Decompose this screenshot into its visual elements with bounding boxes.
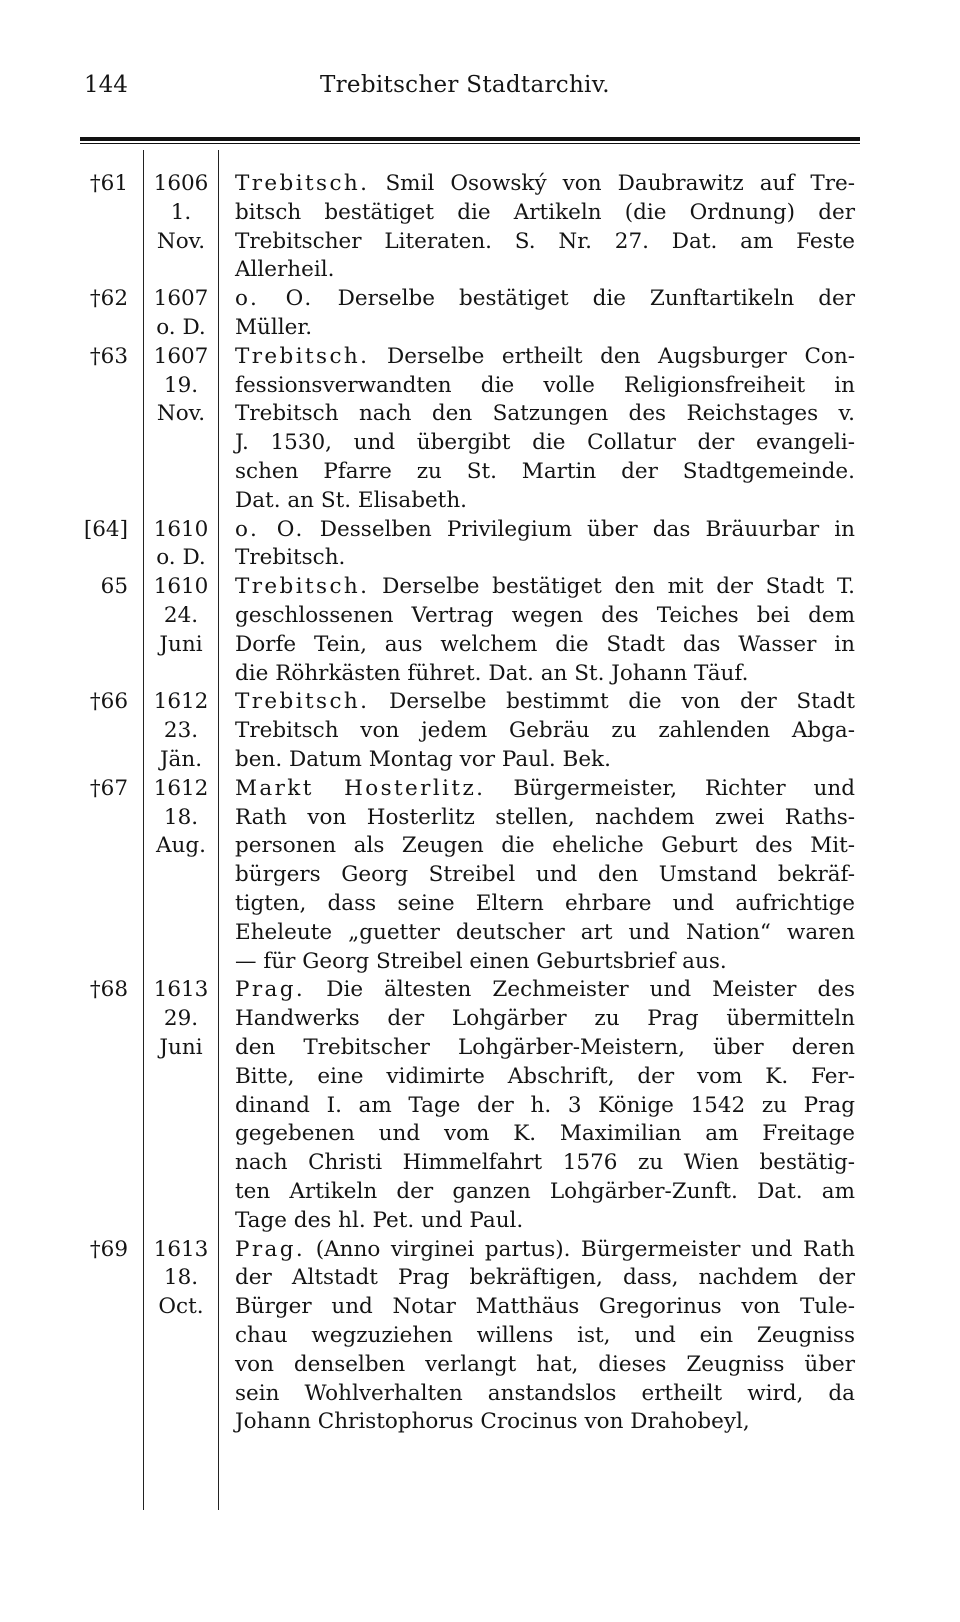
entry-date [146,170,216,256]
column-divider-number-date [143,150,144,1510]
entry-text-line: dinand I. am Tage der h. 3 Könige 1542 zu Prag [235,1092,855,1118]
entry-number: †62 [89,286,128,312]
entry-text-first-line: Derselbe ertheilt den Augsburger Con- [386,343,855,369]
entry-text-line: Johann Christophorus Crocinus von Drahobeyl, [235,1409,750,1435]
entry-date-part: Oct. [158,1294,204,1320]
entry-text [235,516,855,574]
entry-text-line: Bürger und Notar Matthäus Gregorinus von Tule- [235,1294,855,1320]
entry-place: Trebitsch. [235,574,370,600]
entry-date [146,285,216,343]
entry-date-part: 1607 [153,343,209,369]
entry-text-line: bitsch bestätiget die Artikeln (die Ordnung) der [235,199,855,225]
entry-text-line: der Altstadt Prag bekräftigen, dass, nachdem der [235,1265,855,1291]
entry-text-line: den Trebitscher Lohgärber-Meistern, über deren [235,1034,855,1060]
entry-text-first-line: Derselbe bestätiget die Zunftartikeln der [337,286,856,312]
entry-number: †67 [89,775,128,801]
entry-text-line: Rath von Hosterlitz stellen, nachdem zwei Raths- [235,804,855,830]
entry-text-line: die Röhrkästen führet. Dat. an St. Johann Täuf. [235,660,749,686]
entry-date-part: Nov. [156,228,206,254]
entry-place: Trebitsch. [235,171,370,196]
entry-place: Trebitsch. [235,689,370,715]
entry-text-line: fessionsverwandten die volle Religionsfreiheit in [235,372,855,398]
entry-place: o. O. [235,516,305,542]
entry-number: †61 [89,171,128,196]
entry-date [146,1236,216,1322]
page-number: 144 [84,72,128,98]
entry-date [146,516,216,574]
entry-date-part: 29. [163,1006,199,1032]
entry-text-first-line: Bürgermeister, Richter und [513,775,855,801]
entry-date-part: 1612 [153,689,209,715]
entry-date-part: 1607 [153,286,209,312]
entry-text-line: Bitte, eine vidimirte Abschrift, der vom K. Fer- [235,1063,855,1089]
entry-text-line: schen Pfarre zu St. Martin der Stadtgemeinde. [235,458,855,484]
entry-date-part: 1613 [153,1236,209,1262]
entry-text-line: tigten, dass seine Eltern ehrbare und aufrichtige [235,890,855,916]
entry-text-line: — für Georg Streibel einen Geburtsbrief aus. [235,948,727,974]
entry-text [235,285,855,343]
entry-date-part: Juni [159,1034,203,1060]
entry-date [146,573,216,659]
entry-date-part: Aug. [156,833,206,859]
entry-text [235,573,855,688]
running-title: Trebitscher Stadtarchiv. [320,72,610,98]
entry-text-first-line: Derselbe bestätiget den mit der Stadt T. [382,574,855,600]
entry-text-line: Handwerks der Lohgärber zu Prag übermitteln [235,1006,855,1032]
entry-text-line: geschlossenen Vertrag wegen des Teiches bei dem [235,602,855,628]
entry-date-part: 1. [170,199,192,225]
entry-text-line: ten Artikeln der ganzen Lohgärber-Zunft. Dat. am [235,1178,855,1204]
entry-text-line: ben. Datum Montag vor Paul. Bek. [235,746,611,772]
entry-text-line: Trebitsch. [235,545,346,571]
entry-text [235,343,855,516]
entry-text-line: Trebitsch nach den Satzungen des Reichstages v. [235,401,855,427]
entry-date-part: Jän. [159,746,203,772]
column-divider-date-text [218,150,219,1510]
entry-text-line: personen als Zeugen die eheliche Geburt des Mit- [235,833,855,859]
entry-text-line: Dat. an St. Elisabeth. [235,487,468,513]
entry-date-part: 19. [163,372,199,398]
entry-date-part: 18. [163,804,199,830]
entry-text-line: Allerheil. [235,257,335,283]
header-rule-thin [80,143,860,144]
entry-text-line: nach Christi Himmelfahrt 1576 zu Wien bestätig- [235,1150,855,1176]
entry-date-part: o. D. [156,314,206,340]
entry-date-part: 1610 [153,516,209,542]
entry-place: Prag. [235,1236,306,1262]
entry-number: [64] [83,516,128,542]
entry-text-line: Trebitscher Literaten. S. Nr. 27. Dat. am Feste [235,228,855,254]
entry-text-line [235,1236,855,1265]
header-rule-thick [80,137,860,141]
entry-text-line: Eheleute „guetter deutscher art und Nation“ waren [235,919,855,945]
entry-text-first-line: Smil Osowský von Daubrawitz auf Tre- [385,171,855,196]
entry-text-line: Trebitsch von jedem Gebräu zu zahlenden Abga- [235,718,855,744]
entry-date-part: 1606 [153,171,209,196]
entry-text [235,1236,855,1438]
entry-number: †68 [89,977,128,1003]
entry-date [146,688,216,774]
entry-text [235,976,855,1235]
entry-number: 65 [100,574,128,600]
entry-date [146,343,216,429]
entry-date-part: Juni [159,631,203,657]
page-header [84,72,854,112]
entry-text-line [235,976,855,1005]
entry-text-line: J. 1530, und übergibt die Collatur der evangeli- [235,430,855,456]
entry-text-first-line: (Anno virginei partus). Bürgermeister und Rath [315,1236,855,1262]
entry-text-line [235,285,855,314]
entry-date-part: 23. [163,718,199,744]
entry-date-part: Nov. [156,401,206,427]
entry-number: †69 [89,1236,128,1262]
entry-date [146,775,216,861]
entry-date-part: 18. [163,1265,199,1291]
entry-text-line [235,573,855,602]
entry-text-line: sein Wohlverhalten anstandslos ertheilt wird, da [235,1380,855,1406]
entry-text-line [235,170,855,199]
entry-date-part: 24. [163,602,199,628]
entry-text-line: von denselben verlangt hat, dieses Zeugniss über [235,1351,855,1377]
entry-text-line [235,688,855,717]
entry-text-line [235,343,855,372]
entry-text-line: gegebenen und vom K. Maximilian am Freitage [235,1121,855,1147]
entry-place: o. O. [235,286,314,312]
entry-text [235,775,855,977]
entry-text-first-line: Derselbe bestimmt die von der Stadt [389,689,855,715]
entry-text-line: bürgers Georg Streibel und den Umstand bekräf- [235,862,855,888]
entry-text [235,688,855,774]
entry-place: Trebitsch. [235,343,370,369]
entry-text-line [235,516,855,545]
entry-text-line [235,775,855,804]
entry-number: †66 [89,689,128,715]
entry-place: Prag. [235,977,306,1003]
entry-text-first-line: Desselben Privilegium über das Bräuurbar in [319,516,855,542]
entry-date-part: 1613 [153,977,209,1003]
entry-number: †63 [89,343,128,369]
entry-text-first-line: Die ältesten Zechmeister und Meister des [326,977,855,1003]
entry-text-line: Müller. [235,314,313,340]
entry-date [146,976,216,1062]
entry-date-part: o. D. [156,545,206,571]
entry-date-part: 1610 [153,574,209,600]
entry-place: Markt Hosterlitz. [235,775,486,801]
entry-date-part: 1612 [153,775,209,801]
entry-text-line: chau wegzuziehen willens ist, und ein Zeugniss [235,1322,855,1348]
entry-text-line: Dorfe Tein, aus welchem die Stadt das Wasser in [235,631,855,657]
entry-text-line: Tage des hl. Pet. und Paul. [235,1207,524,1233]
entry-text [235,170,855,285]
